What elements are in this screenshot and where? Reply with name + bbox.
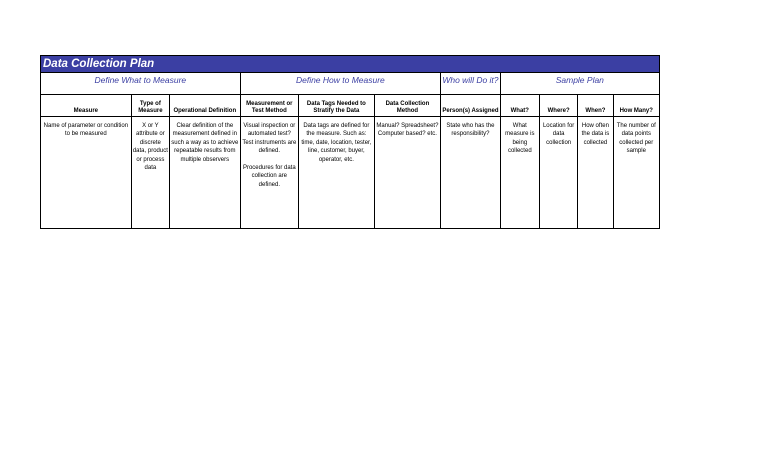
header-row [41,95,660,117]
section-who-will-do-it: Who will Do it? [441,73,500,95]
col-header-type-of-measure: Type of Measure [131,95,169,117]
section-row [41,73,660,95]
col-header-when: When? [578,95,613,117]
cell-data-tags: Data tags are defined for the measure. Such as: time, date, location, tester, line, customer, buyer, operator, etc. [299,117,375,229]
col-header-collection-method: Data Collection Method [374,95,441,117]
col-header-operational-definition: Operational Definition [170,95,241,117]
body-row [41,117,660,229]
cell-when: How often the data is collected [578,117,613,229]
cell-type-of-measure: X or Y attribute or discrete data, product or process data [131,117,169,229]
col-header-measurement-method: Measurement or Test Method [240,95,298,117]
section-sample-plan: Sample Plan [500,73,659,95]
col-header-how-many: How Many? [613,95,659,117]
section-how-to-measure: Define How to Measure [240,73,441,95]
col-header-data-tags: Data Tags Needed to Stratify the Data [299,95,375,117]
cell-collection-method: Manual? Spreadsheet? Computer based? etc. [374,117,441,229]
col-header-where: Where? [539,95,577,117]
section-what-to-measure: Define What to Measure [41,73,241,95]
cell-persons-assigned: State who has the responsibility? [441,117,500,229]
cell-what: What measure is being collected [500,117,539,229]
col-header-measure: Measure [41,95,132,117]
col-header-persons-assigned: Person(s) Assigned [441,95,500,117]
col-header-what: What? [500,95,539,117]
sheet-title: Data Collection Plan [40,55,660,72]
cell-where: Location for data collection [539,117,577,229]
cell-measure: Name of parameter or condition to be measured [41,117,132,229]
data-collection-plan-sheet [40,55,660,229]
cell-measurement-method: Visual inspection or automated test? Test instruments are defined. Procedures for data collection are defined. [240,117,298,229]
plan-table [40,72,660,229]
cell-operational-definition: Clear definition of the measurement defined in such a way as to achieve repeatable results from multiple observers [170,117,241,229]
cell-how-many: The number of data points collected per sample [613,117,659,229]
